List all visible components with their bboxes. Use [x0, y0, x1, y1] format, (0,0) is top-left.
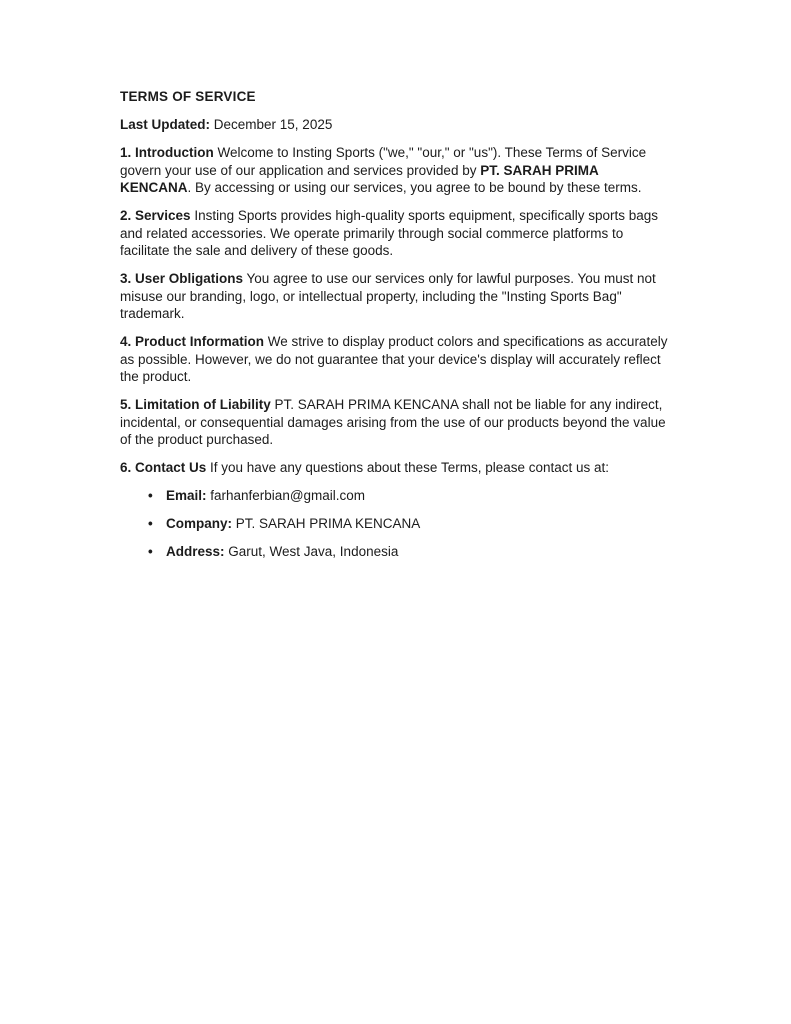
section-introduction [120, 144, 671, 197]
contact-value: farhanferbian@gmail.com [206, 488, 366, 503]
section-user-obligations [120, 270, 671, 323]
section-text-run: PT. SARAH PRIMA KENCANA shall not be liable for any indirect, incidental, or consequential damages arising from the use of our products beyond the value of the product purchased. [120, 397, 666, 447]
section-heading-run: 3. User Obligations [120, 271, 244, 286]
bullet-marker: • [148, 516, 153, 531]
section-contact-us [120, 459, 671, 477]
last-updated-line [120, 116, 671, 134]
list-item-company [120, 515, 671, 533]
list-item-address [120, 543, 671, 561]
contact-label: Company: [166, 516, 233, 531]
bullet-marker: • [148, 488, 153, 503]
contact-value: PT. SARAH PRIMA KENCANA [232, 516, 421, 531]
section-heading-run: 5. Limitation of Liability [120, 397, 271, 412]
document-title: TERMS OF SERVICE [120, 89, 256, 104]
section-text-run: We strive to display product colors and specifications as accurately as possible. However, we do not guarantee that your device's display will accurately reflect the product. [120, 334, 668, 384]
contact-value: Garut, West Java, Indonesia [224, 544, 399, 559]
last-updated-label: Last Updated: [120, 117, 211, 132]
company-name-run: PT. SARAH PRIMA KENCANA [120, 162, 599, 195]
section-product-information [120, 333, 671, 386]
contact-list [120, 487, 671, 561]
section-services [120, 207, 671, 260]
list-item-email [120, 487, 671, 505]
contact-label: Email: [166, 488, 207, 503]
section-heading-run: 1. Introduction [120, 145, 214, 160]
section-limitation-of-liability [120, 396, 671, 449]
section-text-run: Insting Sports provides high-quality sports equipment, specifically sports bags and related accessories. We operate primarily through social commerce platforms to facilitate the sale and delivery of these goods. [120, 208, 659, 258]
bullet-marker: • [148, 544, 153, 559]
section-heading-run: 6. Contact Us [120, 460, 207, 475]
section-heading-run: 2. Services [120, 208, 191, 223]
section-text-run: Welcome to Insting Sports ("we," "our," or "us"). These Terms of Service govern your use of our application and services provided by [120, 145, 647, 178]
contact-label: Address: [166, 544, 225, 559]
section-text-run: . By accessing or using our services, you agree to be bound by these terms. [187, 180, 642, 195]
section-text-run: If you have any questions about these Terms, please contact us at: [206, 460, 610, 475]
section-text-run: You agree to use our services only for lawful purposes. You must not misuse our branding, logo, or intellectual property, including the "Insting Sports Bag" trademark. [120, 271, 656, 321]
section-heading-run: 4. Product Information [120, 334, 265, 349]
last-updated-value: December 15, 2025 [210, 117, 333, 132]
